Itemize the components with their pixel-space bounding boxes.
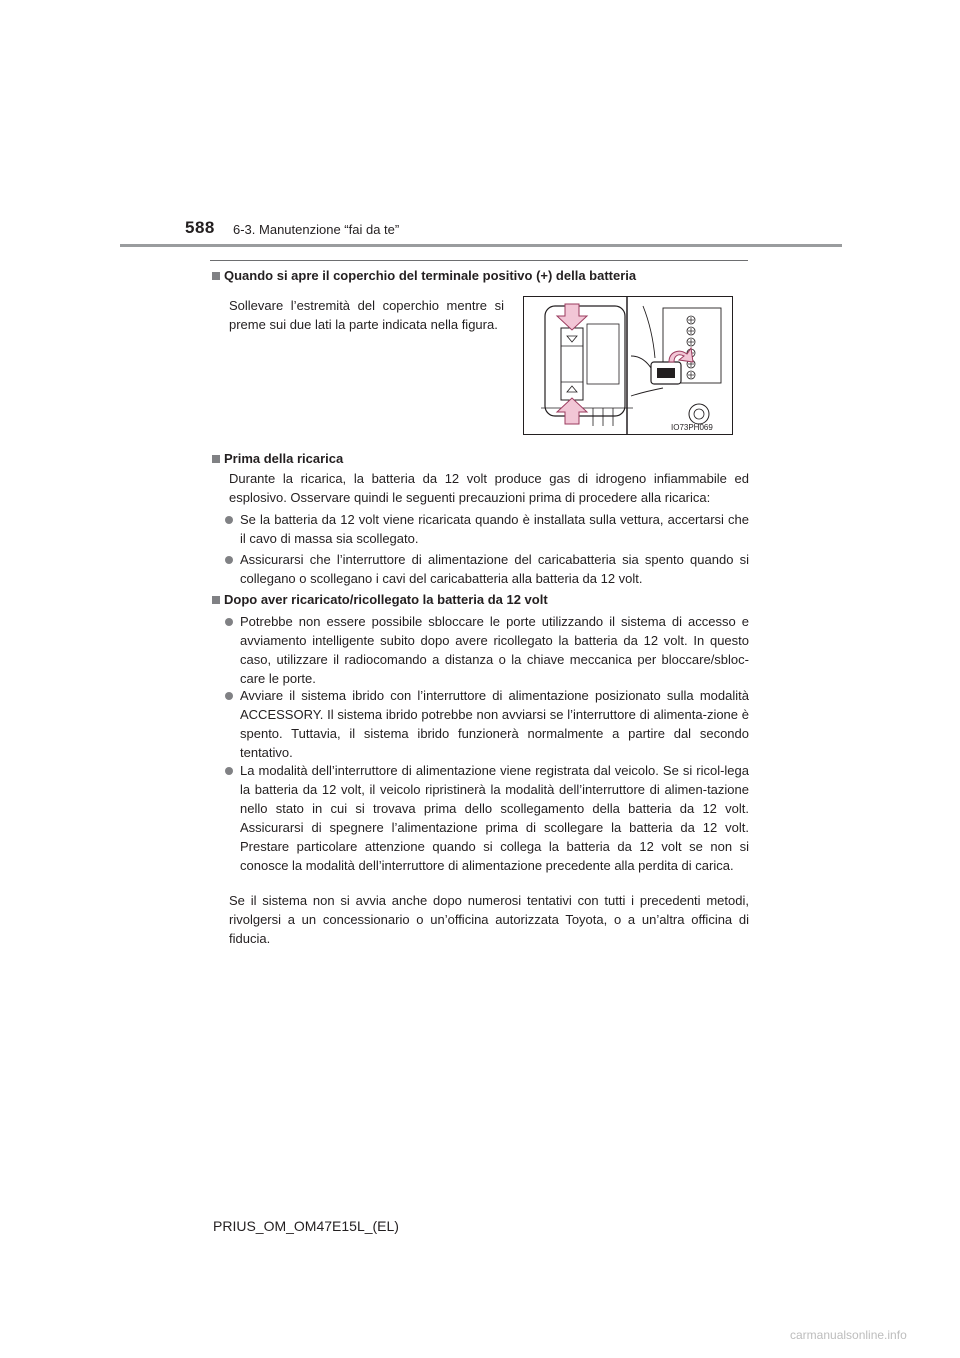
section-heading-before-charge [212,451,343,466]
circle-bullet-icon [225,556,233,564]
page-number: 588 [185,218,215,237]
after-charge-bullet-1: Potrebbe non essere possibile sbloccare le porte utilizzando il sistema di accesso e avviamento intelligente subito dopo avere ricollegato la batteria da 12 volt. In questo caso, utilizzare il radiocomando a distanza o la chiave meccanica per bloccare/sbloc-care le porte. [240,614,749,686]
square-bullet-icon [212,596,220,604]
section-heading-before-charge-text: Prima della ricarica [224,451,344,466]
cover-instruction: Sollevare l’estremità del coperchio mentre si preme sui due lati la parte indicata nella figura. [229,298,504,332]
section-heading-after-charge-text: Dopo aver ricaricato/ricollegato la batteria da 12 volt [224,592,548,607]
circle-bullet-icon [225,692,233,700]
section-heading-cover [212,268,636,283]
battery-cover-figure [523,296,733,435]
after-charge-bullet-3: La modalità dell’interruttore di alimentazione viene registrata dal veicolo. Se si ricol-lega la batteria da 12 volt, il veicolo ripristinerà la modalità dell’interruttore di alimen-tazione nello stato in cui si trovava prima dello scollegamento della batteria da 12 volt. Assicurarsi di spegnere l’alimentazione prima di scollegare la batteria da 12 volt. Prestare particolare attenzione quando si collega la batteria da 12 volt se non si conosce la modalità dell’interruttore di alimentazione precedente alla perdita di carica. [240,763,749,873]
document-code: PRIUS_OM_OM47E15L_(EL) [213,1218,399,1234]
section-title: 6-3. Manutenzione “fai da te” [233,222,400,237]
section-heading-after-charge [212,592,548,607]
content-rule [210,260,748,261]
circle-bullet-icon [225,516,233,524]
header-rule [120,244,842,247]
before-charge-bullet-1: Se la batteria da 12 volt viene ricaricata quando è installata sulla vettura, accertarsi che il cavo di massa sia scollegato. [240,512,749,546]
square-bullet-icon [212,455,220,463]
after-charge-closing: Se il sistema non si avvia anche dopo numerosi tentativi con tutti i precedenti metodi, rivolgersi a un concessionario o un’officina autorizzata Toyota, o a un’altra officina di fiducia. [229,893,749,946]
square-bullet-icon [212,272,220,280]
after-charge-bullet-2: Avviare il sistema ibrido con l’interruttore di alimentazione posizionato sulla modalità ACCESSORY. Il sistema ibrido potrebbe non avviarsi se l’interruttore di alimenta-zione è spento. Tuttavia, il sistema ibrido funzionerà normalmente a partire dal secondo tentativo. [240,688,749,760]
before-charge-bullet-2: Assicurarsi che l’interruttore di alimentazione del caricabatteria sia spento quando si collegano o scollegano i cavi del caricabatteria alla batteria da 12 volt. [240,552,749,586]
circle-bullet-icon [225,618,233,626]
before-charge-intro: Durante la ricarica, la batteria da 12 volt produce gas di idrogeno infiammabile ed esplosivo. Osservare quindi le seguenti precauzioni prima di procedere alla ricarica: [229,471,749,505]
circle-bullet-icon [225,767,233,775]
section-heading-cover-text: Quando si apre il coperchio del terminale positivo (+) della batteria [224,268,637,283]
figure-code: IO73PH069 [671,423,713,432]
watermark: carmanualsonline.info [790,1328,907,1342]
